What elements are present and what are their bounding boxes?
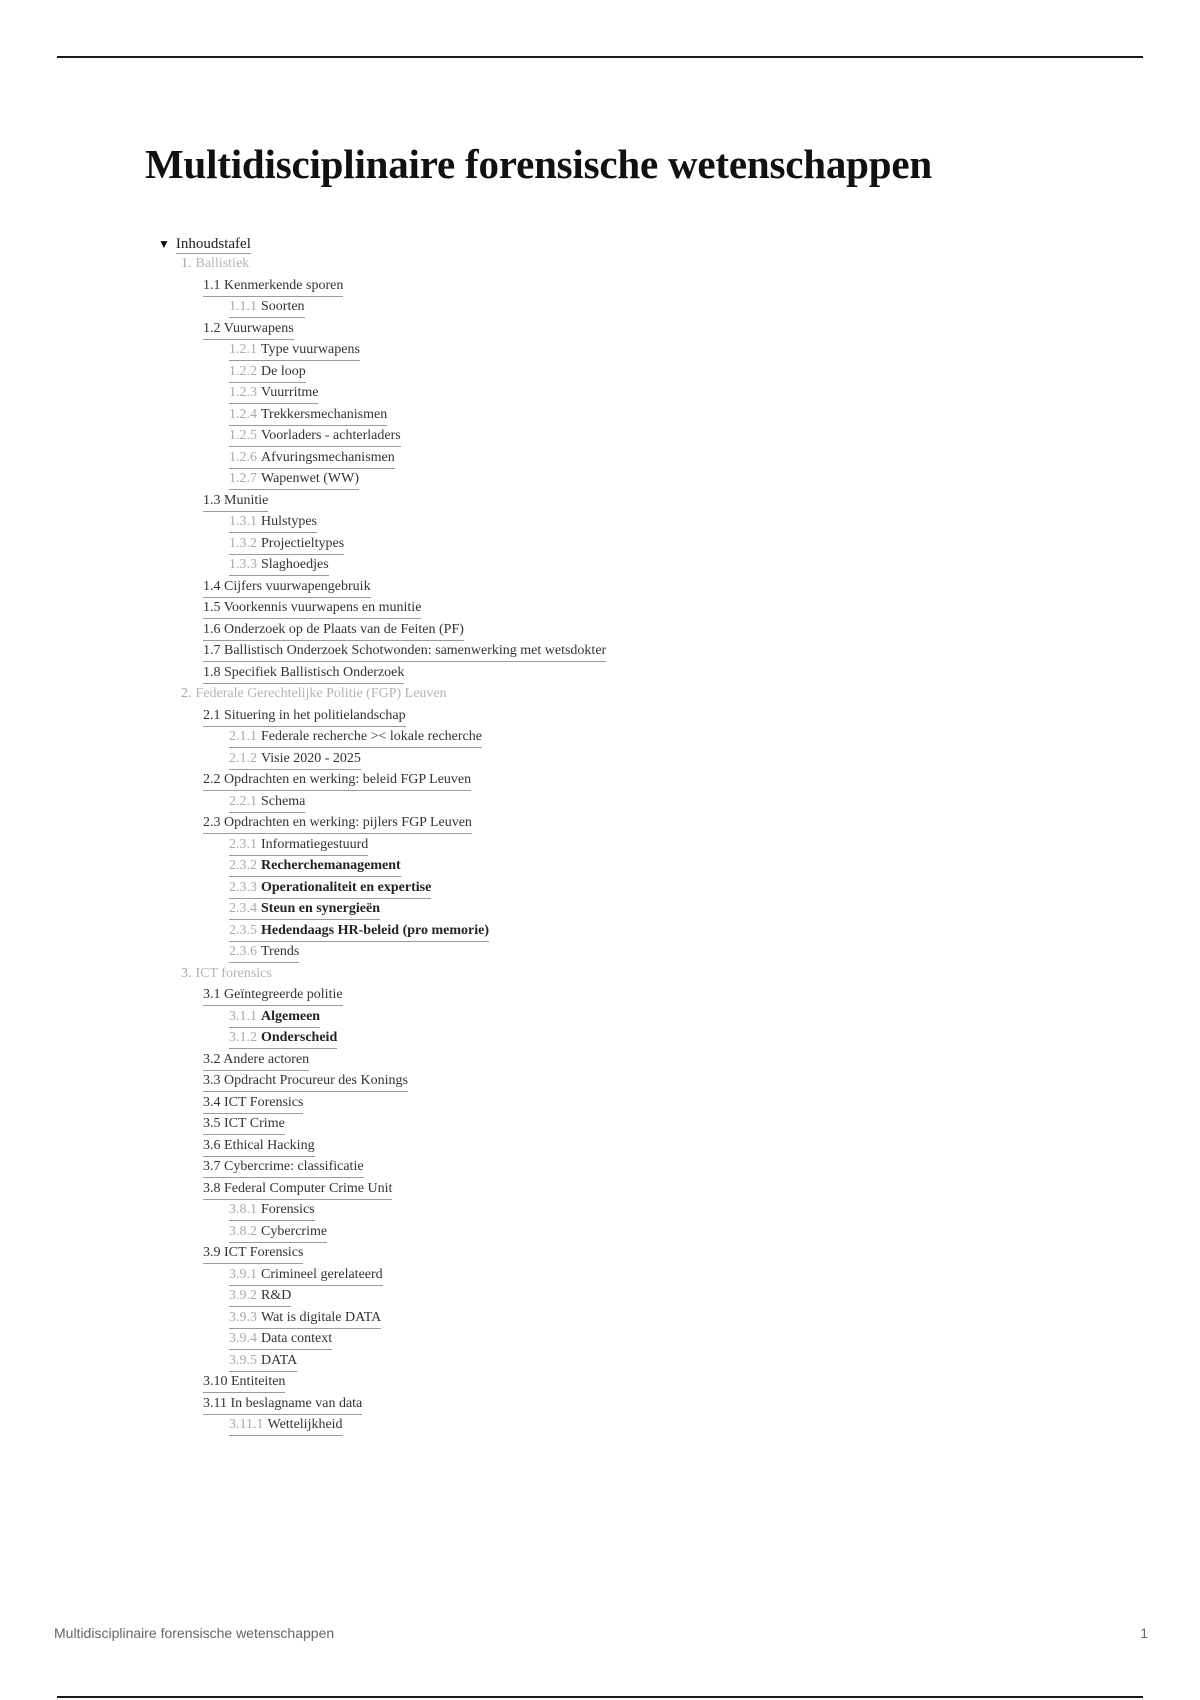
toc-entry-level-3[interactable]: [158, 1416, 1058, 1438]
toc-entry-text: Trends: [261, 944, 300, 959]
toc-entry-text: Hulstypes: [261, 514, 317, 529]
toc-entry-text: 1.5 Voorkennis vuurwapens en munitie: [203, 600, 422, 615]
toc-entry-number: 2.: [181, 686, 192, 701]
toc-entry-level-3[interactable]: [158, 535, 1058, 557]
toc-entry-level-3[interactable]: [158, 836, 1058, 858]
page-title: Multidisciplinaire forensische wetenschappen: [145, 141, 932, 187]
toc-entry-text: 1.2 Vuurwapens: [203, 320, 294, 336]
toc-entry-text: Steun en synergieën: [261, 901, 380, 916]
toc-entry-level-3[interactable]: [158, 470, 1058, 492]
toc-entry-text: 3.7 Cybercrime: classificatie: [203, 1159, 364, 1174]
toc-link[interactable]: [203, 771, 471, 791]
toc-link[interactable]: [203, 1244, 303, 1264]
toc-entry-level-2[interactable]: [158, 1373, 1058, 1395]
toc-entry-level-2[interactable]: [158, 771, 1058, 793]
toc-entry-number: 1.: [181, 256, 192, 271]
toc-entry-number: 2.1.1: [229, 729, 257, 744]
toc-link[interactable]: [229, 1223, 327, 1243]
toc-entry-text: Wettelijkheid: [267, 1417, 343, 1432]
toc-link[interactable]: [203, 707, 406, 727]
toc-entry-text: Forensics: [261, 1202, 315, 1217]
toc-entry-level-3[interactable]: [158, 1287, 1058, 1309]
toc-entry-text: 1.7 Ballistisch Onderzoek Schotwonden: samenwerking met wetsdokter: [203, 643, 607, 658]
toc-entry-level-3[interactable]: [158, 513, 1058, 535]
toc-entry-number: 3.9.4: [229, 1331, 257, 1346]
page-number: 1: [1140, 1625, 1148, 1641]
toc-entry-text: Recherchemanagement: [261, 858, 401, 873]
toc-entry-level-3[interactable]: [158, 1223, 1058, 1245]
toc-link[interactable]: [229, 750, 361, 770]
toc-entry-number: 1.2.6: [229, 449, 257, 465]
toc-entry-text: Projectieltypes: [261, 535, 345, 551]
toc-entry-number: 2.3.6: [229, 944, 257, 959]
toc-entry-number: 1.1.1: [229, 299, 257, 314]
toc-entry-text: 3.2 Andere actoren: [203, 1051, 310, 1067]
toc-entry-level-3[interactable]: [158, 1309, 1058, 1331]
toc-entry-level-2[interactable]: [158, 707, 1058, 729]
toc-entry-number: 1.2.5: [229, 428, 257, 443]
toc-entry-level-3[interactable]: [158, 363, 1058, 385]
toc-entry-level-3[interactable]: [158, 750, 1058, 772]
toc-entry-number: 3.11.1: [229, 1417, 264, 1432]
toc-entry-number: 2.3.1: [229, 836, 257, 852]
toc-entry-text: Data context: [261, 1331, 333, 1346]
toc-link[interactable]: [203, 1180, 392, 1200]
toc-entry-text: DATA: [261, 1352, 298, 1368]
toc-entry-text: 3.3 Opdracht Procureur des Konings: [203, 1073, 408, 1088]
toc-link[interactable]: [229, 1309, 381, 1329]
toc-link[interactable]: [229, 406, 387, 426]
toc-entry-text: 1.1 Kenmerkende sporen: [203, 277, 344, 293]
toc-entry-level-3[interactable]: [158, 556, 1058, 578]
toc-entry-level-2[interactable]: [158, 1115, 1058, 1137]
toc-link[interactable]: [229, 836, 368, 856]
toc-link[interactable]: [229, 1416, 343, 1436]
toc-entry-level-3[interactable]: [158, 1352, 1058, 1374]
toc-link[interactable]: [229, 556, 329, 576]
toc-entry-text: Hedendaags HR-beleid (pro memorie): [261, 922, 489, 938]
toc-entry-level-3[interactable]: [158, 857, 1058, 879]
toc-entry-text: Schema: [261, 793, 306, 809]
disclosure-triangle-icon: ▼: [158, 237, 170, 251]
toc-link[interactable]: [229, 363, 306, 383]
toc-entry-level-3[interactable]: [158, 900, 1058, 922]
toc-entry-number: 1.3.3: [229, 557, 257, 572]
toc-link[interactable]: [229, 922, 489, 942]
toc-entry-text: Vuurritme: [261, 385, 319, 400]
toc-entry-text: 3.8 Federal Computer Crime Unit: [203, 1180, 393, 1196]
toc-entry-level-1[interactable]: [158, 685, 1058, 707]
toc-link[interactable]: [203, 621, 464, 641]
toc-entry-number: 2.1.2: [229, 750, 257, 766]
toc-link[interactable]: [203, 1158, 364, 1178]
toc-link[interactable]: [229, 513, 317, 533]
toc-entry-number: 2.3.4: [229, 901, 257, 916]
toc-entry-level-2[interactable]: [158, 1180, 1058, 1202]
toc-link[interactable]: [203, 492, 268, 512]
toc-entry-level-2[interactable]: [158, 1137, 1058, 1159]
toc-entry-text: Trekkersmechanismen: [261, 406, 388, 422]
toc-link[interactable]: [229, 470, 359, 490]
toc-entry-text: De loop: [261, 363, 306, 379]
toc-link[interactable]: [203, 1373, 285, 1393]
toc-entry-number: 3.1.2: [229, 1030, 257, 1045]
toc-entry-level-2[interactable]: [158, 492, 1058, 514]
toc-entry-number: 1.2.3: [229, 385, 257, 400]
toc-entry-number: 1.3.1: [229, 514, 257, 529]
toc-entry-text: 3.11 In beslagname van data: [203, 1395, 363, 1411]
toc-entry-level-2[interactable]: [158, 578, 1058, 600]
toc-entry-text: Ballistiek: [195, 256, 250, 271]
toc-link[interactable]: [181, 965, 272, 984]
toc-link[interactable]: [229, 449, 395, 469]
toc-entry-number: 1.3.2: [229, 535, 257, 551]
toc-entry-level-2[interactable]: [158, 1051, 1058, 1073]
toc-entry-text: 1.6 Onderzoek op de Plaats van de Feiten (PF): [203, 621, 464, 637]
toc-entry-number: 2.3.3: [229, 879, 257, 895]
toc-list: [158, 255, 1058, 1438]
toc-link[interactable]: [203, 1137, 315, 1157]
toc-entry-text: 3.6 Ethical Hacking: [203, 1137, 315, 1153]
toc-entry-level-1[interactable]: [158, 965, 1058, 987]
toc-link[interactable]: [229, 879, 431, 899]
toc-link[interactable]: [203, 986, 343, 1006]
toc-link[interactable]: [203, 1115, 285, 1135]
toc-entry-level-3[interactable]: [158, 1008, 1058, 1030]
bottom-rule: [57, 1696, 1143, 1698]
toc-link[interactable]: [229, 1330, 332, 1350]
toc-entry-level-3[interactable]: [158, 922, 1058, 944]
toc-toggle[interactable]: [158, 233, 1058, 255]
toc-link[interactable]: [229, 535, 344, 555]
toc-entry-text: Wapenwet (WW): [261, 471, 359, 486]
toc-entry-level-3[interactable]: [158, 943, 1058, 965]
toc-link[interactable]: [229, 728, 482, 748]
toc-entry-level-1[interactable]: [158, 255, 1058, 277]
toc-entry-level-2[interactable]: [158, 320, 1058, 342]
toc-link[interactable]: [229, 1352, 297, 1372]
toc-entry-number: 1.2.7: [229, 471, 257, 486]
toc-entry-level-2[interactable]: [158, 814, 1058, 836]
toc-entry-level-3[interactable]: [158, 449, 1058, 471]
toc-entry-level-2[interactable]: [158, 621, 1058, 643]
toc-entry-number: 3.1.1: [229, 1008, 257, 1024]
toc-label: Inhoudstafel: [175, 235, 251, 252]
toc-entry-text: 1.3 Munitie: [203, 492, 269, 508]
toc-link[interactable]: [229, 1266, 383, 1286]
toc-link[interactable]: [229, 1287, 291, 1307]
toc-entry-level-2[interactable]: [158, 642, 1058, 664]
toc-entry-number: 3.9.1: [229, 1266, 257, 1282]
toc-entry-text: 3.1 Geïntegreerde politie: [203, 987, 343, 1002]
toc-entry-level-3[interactable]: [158, 427, 1058, 449]
toc-link[interactable]: [229, 1008, 320, 1028]
toc-entry-level-2[interactable]: [158, 1244, 1058, 1266]
toc-entry-number: 3.9.2: [229, 1288, 257, 1303]
toc-entry-number: 3.8.1: [229, 1202, 257, 1217]
toc-entry-number: 3.9.3: [229, 1309, 257, 1325]
toc-entry-text: Operationaliteit en expertise: [261, 879, 432, 895]
toc-link[interactable]: [229, 427, 401, 447]
top-rule: [57, 56, 1143, 58]
toc-entry-text: Informatiegestuurd: [261, 836, 369, 852]
toc-entry-text: Visie 2020 - 2025: [261, 750, 361, 766]
toc-entry-level-3[interactable]: [158, 793, 1058, 815]
toc-entry-level-2[interactable]: [158, 664, 1058, 686]
toc-link[interactable]: [203, 277, 343, 297]
toc-entry-text: 1.8 Specifiek Ballistisch Onderzoek: [203, 664, 405, 680]
toc-entry-level-3[interactable]: [158, 406, 1058, 428]
toc-link[interactable]: [203, 664, 404, 684]
toc-entry-number: 3.8.2: [229, 1223, 257, 1239]
toc-link[interactable]: [203, 814, 472, 834]
toc-entry-level-2[interactable]: [158, 1158, 1058, 1180]
toc-entry-number: 3.: [181, 965, 192, 981]
toc-link[interactable]: [229, 298, 305, 318]
toc-entry-level-3[interactable]: [158, 298, 1058, 320]
toc-entry-text: Slaghoedjes: [261, 557, 329, 572]
toc-entry-text: 3.10 Entiteiten: [203, 1374, 286, 1389]
toc-entry-text: 2.3 Opdrachten en werking: pijlers FGP Leuven: [203, 815, 472, 830]
toc-link[interactable]: [203, 320, 294, 340]
toc-entry-text: Federale recherche >< lokale recherche: [261, 729, 482, 744]
toc-entry-text: Afvuringsmechanismen: [261, 449, 395, 465]
toc-link[interactable]: [229, 943, 299, 963]
toc-entry-level-3[interactable]: [158, 1330, 1058, 1352]
toc-entry-text: 3.5 ICT Crime: [203, 1116, 285, 1131]
toc-entry-text: 3.9 ICT Forensics: [203, 1245, 304, 1260]
toc-entry-text: Type vuurwapens: [261, 342, 360, 357]
toc-entry-number: 2.2.1: [229, 793, 257, 809]
toc-entry-text: Soorten: [261, 299, 305, 314]
toc-entry-text: 2.2 Opdrachten en werking: beleid FGP Leuven: [203, 772, 472, 787]
toc-entry-level-2[interactable]: [158, 986, 1058, 1008]
toc-link[interactable]: [203, 1094, 303, 1114]
toc-link[interactable]: [229, 384, 318, 404]
toc-entry-text: Crimineel gerelateerd: [261, 1266, 383, 1282]
toc-entry-text: Wat is digitale DATA: [261, 1309, 382, 1325]
toc-entry-level-2[interactable]: [158, 1072, 1058, 1094]
toc-entry-number: 3.9.5: [229, 1352, 257, 1368]
toc-entry-level-3[interactable]: [158, 1029, 1058, 1051]
toc-entry-text: Onderscheid: [261, 1030, 338, 1045]
toc-link[interactable]: [203, 578, 371, 598]
toc-entry-level-3[interactable]: [158, 879, 1058, 901]
toc-entry-number: 2.3.2: [229, 858, 257, 873]
toc-entry-number: 1.2.2: [229, 363, 257, 379]
toc-link[interactable]: [229, 793, 305, 813]
toc-entry-text: 2.1 Situering in het politielandschap: [203, 707, 406, 723]
toc-entry-text: Voorladers - achterladers: [261, 428, 401, 443]
toc-link[interactable]: [229, 1029, 337, 1049]
toc-entry-level-3[interactable]: [158, 1266, 1058, 1288]
toc-link[interactable]: [229, 900, 380, 920]
toc-entry-level-3[interactable]: [158, 341, 1058, 363]
toc-entry-text: Algemeen: [261, 1008, 321, 1024]
toc-link[interactable]: [229, 1201, 315, 1221]
toc-link[interactable]: [229, 341, 360, 361]
toc-entry-level-2[interactable]: [158, 599, 1058, 621]
toc-entry-level-2[interactable]: [158, 1094, 1058, 1116]
toc-entry-number: 1.2.1: [229, 342, 257, 357]
toc-entry-level-3[interactable]: [158, 1201, 1058, 1223]
toc-link[interactable]: [203, 642, 606, 662]
toc-entry-text: Federale Gerechtelijke Politie (FGP) Leuven: [195, 686, 447, 701]
toc-link[interactable]: [203, 1395, 362, 1415]
toc-entry-text: 1.4 Cijfers vuurwapengebruik: [203, 578, 371, 594]
toc-entry-level-2[interactable]: [158, 277, 1058, 299]
toc-link[interactable]: [181, 255, 249, 274]
toc-entry-level-3[interactable]: [158, 384, 1058, 406]
toc-entry-text: 3.4 ICT Forensics: [203, 1094, 304, 1110]
table-of-contents: [158, 233, 1058, 1438]
toc-link[interactable]: [203, 1051, 309, 1071]
toc-entry-number: 2.3.5: [229, 922, 257, 938]
toc-entry-level-2[interactable]: [158, 1395, 1058, 1417]
footer-title: Multidisciplinaire forensische wetenschappen: [54, 1625, 335, 1641]
toc-link[interactable]: [203, 599, 421, 619]
toc-entry-text: Cybercrime: [261, 1223, 328, 1239]
toc-entry-text: R&D: [261, 1288, 292, 1303]
toc-link[interactable]: [181, 685, 447, 704]
toc-entry-text: ICT forensics: [195, 965, 272, 981]
toc-link[interactable]: [203, 1072, 408, 1092]
toc-entry-level-3[interactable]: [158, 728, 1058, 750]
toc-link[interactable]: [229, 857, 401, 877]
toc-entry-number: 1.2.4: [229, 406, 257, 422]
